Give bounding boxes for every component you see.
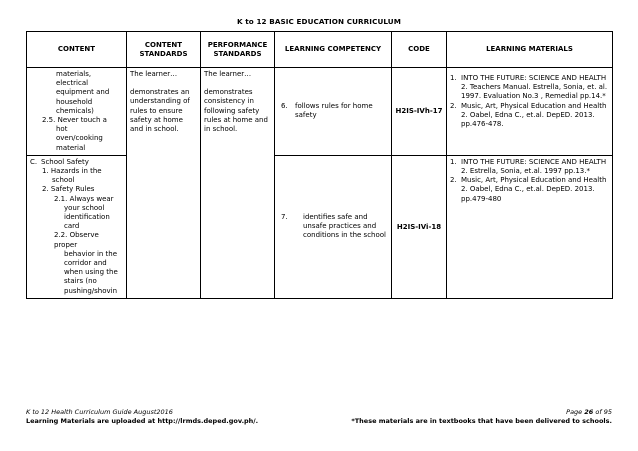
performance-standards-body: demonstrates consistency in following safety rules at home and in school. xyxy=(204,88,268,134)
content-cell xyxy=(27,68,127,156)
competency-number: 6. xyxy=(281,102,288,111)
content-line: identification xyxy=(64,213,110,222)
page-title: K to 12 BASIC EDUCATION CURRICULUM xyxy=(237,17,401,26)
material-number: 2. xyxy=(450,101,457,110)
content-item-number: C. xyxy=(30,157,38,166)
material-item xyxy=(450,158,609,176)
materials-cell xyxy=(447,155,613,298)
content-item xyxy=(30,158,123,167)
material-text: INTO THE FUTURE: SCIENCE AND HEALTH 2. Teachers Manual. Estrella, Sonia, et. al. 1997. Evaluation No.3 , Remedial pp.14.* xyxy=(461,74,608,101)
content-line: card xyxy=(64,222,80,231)
content-item xyxy=(30,195,123,204)
content-item-number: 2.2. xyxy=(54,231,68,240)
content-line: chemicals) xyxy=(56,106,94,115)
content-item-number: 2. xyxy=(42,185,49,194)
competency-number: 7. xyxy=(281,213,288,222)
material-number: 2. xyxy=(450,176,457,185)
material-text: Music, Art, Physical Education and Health 2. Oabel, Edna C., et.al. DepED. 2013. pp.476-478. xyxy=(461,101,607,129)
material-item xyxy=(450,74,609,102)
competency-text: follows rules for home safety xyxy=(295,102,373,120)
page-number: 26 xyxy=(584,408,594,416)
content-line: oven/cooking xyxy=(56,134,103,143)
content-line: electrical xyxy=(56,79,89,88)
header-code: CODE xyxy=(392,32,447,68)
content-line: your school xyxy=(64,203,105,212)
content-line: equipment and xyxy=(56,88,110,97)
page-total: of 95 xyxy=(595,408,612,416)
content-line: material xyxy=(56,143,86,152)
material-text: INTO THE FUTURE: SCIENCE AND HEALTH 2. Estrella, Sonia, et.al. 1997 pp.13.* xyxy=(461,157,607,176)
content-item-number: 1. xyxy=(42,167,49,176)
content-line: hot xyxy=(56,125,68,134)
curriculum-table xyxy=(26,31,613,299)
code-cell xyxy=(392,68,447,156)
material-item xyxy=(450,176,609,204)
content-item xyxy=(30,185,123,194)
material-number: 1. xyxy=(450,74,457,82)
content-item-text: Hazards in the xyxy=(50,167,102,176)
content-item-text: Never touch a xyxy=(57,116,107,125)
competency-text: identifies safe and unsafe practices and conditions in the school xyxy=(303,213,386,240)
textbook-note: *These materials are in textbooks that have been delivered to schools. xyxy=(351,417,612,425)
competency-code: H2IS-IVh-17 xyxy=(395,107,443,116)
competency-cell xyxy=(275,155,392,298)
content-item-text: Safety Rules xyxy=(50,185,95,194)
guide-title: K to 12 Health Curriculum Guide August2016 xyxy=(26,408,173,416)
content-item-text: School Safety xyxy=(41,157,89,166)
header-performance-standards: PERFORMANCE STANDARDS xyxy=(201,32,275,68)
content-item-number: 2.5. xyxy=(42,116,56,125)
content-item-number: 2.1. xyxy=(54,194,68,203)
content-line: school xyxy=(52,176,75,185)
material-number: 1. xyxy=(450,157,457,166)
header-content: CONTENT xyxy=(27,32,127,68)
content-standards-lead: The learner… xyxy=(130,70,178,78)
performance-standards-cell xyxy=(201,68,275,299)
competency-code: H2IS-IVi-18 xyxy=(396,222,442,231)
table-row xyxy=(27,155,613,298)
content-item-text: Always wear xyxy=(69,194,114,203)
material-text: Music, Art, Physical Education and Health 2. Oabel, Edna C., et.al. DepED. 2013. pp.479-480 xyxy=(461,176,607,203)
material-item xyxy=(450,102,609,130)
content-standards-cell xyxy=(127,68,201,299)
content-item xyxy=(30,231,123,249)
header-learning-materials: LEARNING MATERIALS xyxy=(447,32,613,68)
content-line: corridor and xyxy=(64,259,107,268)
table-header-row xyxy=(27,32,613,68)
content-line: materials, xyxy=(56,70,92,78)
content-line: when using the xyxy=(64,268,118,277)
upload-note xyxy=(26,417,258,426)
performance-standards-lead: The learner… xyxy=(204,70,252,78)
content-standards-body: demonstrates an understanding of rules to ensure safety at home and in school. xyxy=(130,88,190,134)
page-label: Page xyxy=(566,408,583,416)
content-line: stairs (no xyxy=(64,277,97,286)
header-learning-competency: LEARNING COMPETENCY xyxy=(275,32,392,68)
content-item xyxy=(30,167,123,176)
code-cell xyxy=(392,155,447,298)
content-item-text: Observe proper xyxy=(54,231,99,249)
content-cell xyxy=(27,155,127,298)
content-line: pushing/shovin xyxy=(64,286,118,295)
materials-cell xyxy=(447,68,613,156)
page-indicator xyxy=(566,408,612,417)
content-item xyxy=(30,116,123,125)
header-content-standards: CONTENT STANDARDS xyxy=(127,32,201,68)
content-line: behavior in the xyxy=(64,249,118,258)
table-row xyxy=(27,68,613,156)
content-line: household xyxy=(56,97,93,106)
lrmds-link[interactable]: http://lrmds.deped.gov.ph/. xyxy=(157,417,259,425)
upload-prefix: Learning Materials are uploaded at xyxy=(26,417,156,425)
competency-cell xyxy=(275,68,392,156)
